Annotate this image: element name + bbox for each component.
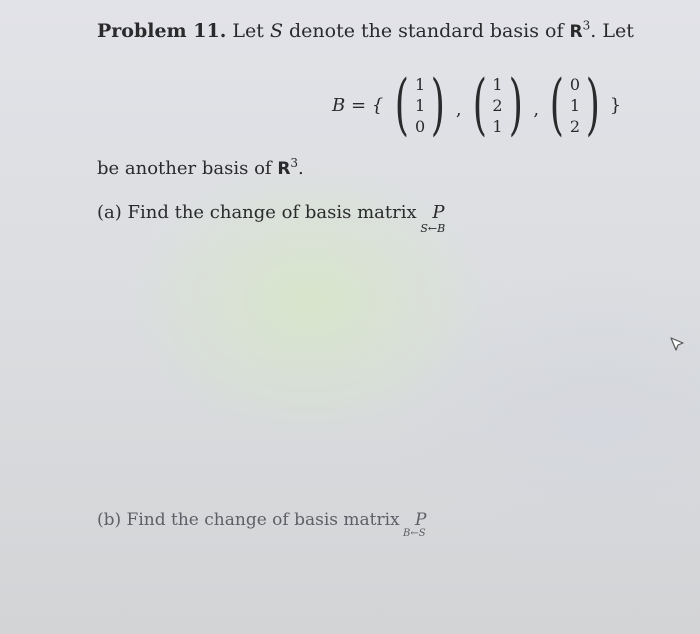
right-paren: ) <box>585 66 600 143</box>
vector-entry: 0 <box>569 74 580 94</box>
vector-entry: 1 <box>492 116 503 136</box>
basis-symbol: S <box>269 20 283 42</box>
vector-entry: 1 <box>414 74 426 94</box>
vector-entry: 1 <box>414 95 426 115</box>
mouse-pointer-icon <box>668 335 686 353</box>
part-a <box>97 202 446 235</box>
basis-set-close: } <box>609 94 622 116</box>
left-paren: ( <box>395 66 410 143</box>
matrix-subscript: B←S <box>403 528 426 539</box>
problem-label: Problem 11. <box>97 20 227 42</box>
left-paren: ( <box>549 66 565 143</box>
vector-column <box>415 74 425 137</box>
another-basis-line <box>97 158 304 179</box>
vector-entry: 1 <box>492 74 503 94</box>
part-a-label: (a) Find the change of basis matrix <box>97 202 417 223</box>
basis-vector-3 <box>544 66 606 143</box>
part-b-label: (b) Find the change of basis matrix <box>97 510 400 530</box>
vector-entry: 2 <box>492 95 503 115</box>
comma: , <box>533 99 540 120</box>
matrix-subscript: S←B <box>420 222 446 235</box>
line2-end: . <box>298 158 304 179</box>
space-symbol: R <box>277 159 291 179</box>
intro-end: . Let <box>590 20 634 42</box>
space-power: 3 <box>582 18 591 33</box>
part-b <box>97 510 427 539</box>
basis-vector-2 <box>467 66 529 143</box>
intro-text: Let <box>232 20 264 42</box>
comma: , <box>455 99 462 120</box>
line2-text: be another basis of <box>97 158 272 179</box>
matrix-symbol: P <box>415 510 427 530</box>
change-of-basis-matrix <box>420 202 446 235</box>
right-paren: ) <box>508 66 523 143</box>
intro-mid: denote the standard basis of <box>289 20 564 42</box>
change-of-basis-matrix <box>403 510 427 539</box>
basis-vector-1 <box>389 66 451 143</box>
vector-entry: 0 <box>414 116 426 136</box>
left-paren: ( <box>472 66 487 143</box>
right-paren: ) <box>430 66 446 143</box>
basis-set <box>332 66 623 144</box>
vector-column <box>492 74 502 137</box>
matrix-symbol: P <box>432 202 445 223</box>
vector-entry: 1 <box>569 95 580 115</box>
vector-entry: 2 <box>569 116 580 136</box>
problem-statement <box>97 20 634 42</box>
vector-column <box>570 74 580 137</box>
basis-set-label: B = { <box>332 94 384 116</box>
space-power: 3 <box>290 156 299 170</box>
space-symbol: R <box>569 22 583 42</box>
